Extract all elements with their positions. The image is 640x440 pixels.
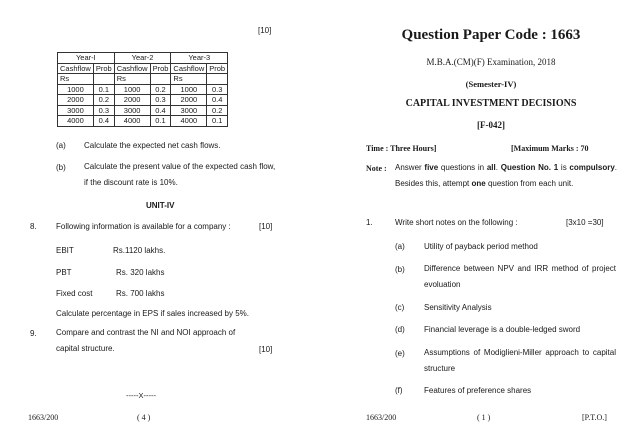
- q8-number: 8.: [30, 222, 37, 231]
- table-cell: 1000: [171, 84, 207, 95]
- q9-marks: [10]: [259, 345, 273, 354]
- exam-name: M.B.A.(CM)(F) Examination, 2018: [426, 57, 556, 67]
- ebit-value: Rs.1120 lakhs.: [113, 246, 166, 255]
- item-b-text: Difference between NPV and IRR method of project evoluation: [424, 264, 616, 289]
- table-cell: 0.2: [93, 95, 114, 106]
- footer-pto: [P.T.O.]: [582, 413, 607, 422]
- pbt-label: PBT: [56, 268, 72, 277]
- table-cell: 0.3: [93, 105, 114, 116]
- q1-number: 1.: [366, 218, 373, 227]
- item-a-label: (a): [395, 242, 405, 251]
- q1-text: Write short notes on the following :: [395, 218, 518, 227]
- table-subheader-cell: Cashflow: [171, 63, 207, 74]
- table-cell: 3000: [114, 105, 150, 116]
- item-d-label: (d): [395, 325, 405, 334]
- table-cell: 4000: [114, 116, 150, 127]
- fixed-cost-value: Rs. 700 lakhs: [116, 289, 165, 298]
- item-f-text: Features of preference shares: [424, 386, 532, 395]
- table-cell: 0.3: [150, 95, 171, 106]
- table-cell: 0.4: [207, 95, 228, 106]
- table-cell: 2000: [171, 95, 207, 106]
- unit-cell: Rs: [171, 74, 207, 85]
- table-cell: 0.1: [150, 116, 171, 127]
- ebit-label: EBIT: [56, 246, 74, 255]
- pbt-value: Rs. 320 lakhs: [116, 268, 165, 277]
- table-cell: 2000: [114, 95, 150, 106]
- q8-instruction: Calculate percentage in EPS if sales increased by 5%.: [56, 309, 249, 318]
- table-cell: 0.1: [93, 84, 114, 95]
- item-b-label: (b): [395, 265, 405, 274]
- table-cell: 0.4: [93, 116, 114, 127]
- table-cell: 0.2: [207, 105, 228, 116]
- year-1-header: Year-I: [58, 53, 115, 64]
- unit-cell: Rs: [58, 74, 94, 85]
- q8-text: Following information is available for a company :: [56, 222, 231, 231]
- item-f-label: (f): [395, 386, 403, 395]
- unit-heading: UNIT-IV: [146, 201, 175, 210]
- item-a-text: Utility of payback period method: [424, 242, 538, 251]
- table-header-years: [58, 53, 228, 64]
- table-cell: 1000: [114, 84, 150, 95]
- end-mark: -----X-----: [126, 391, 156, 400]
- footer-code: 1663/200: [28, 413, 59, 422]
- table-cell: 3000: [171, 105, 207, 116]
- q7b-text: Calculate the present value of the expected cash flow, if the discount rate is 10%.: [84, 162, 276, 187]
- year-3-header: Year-3: [171, 53, 228, 64]
- paper-title: Question Paper Code : 1663: [401, 27, 581, 43]
- cashflow-table: [57, 52, 228, 127]
- item-c-text: Sensitivity Analysis: [424, 303, 492, 312]
- table-cell: 0.2: [150, 84, 171, 95]
- table-row: [58, 84, 228, 95]
- year-2-header: Year-2: [114, 53, 171, 64]
- table-unit-row: [58, 74, 228, 85]
- subject-code: [F-042]: [477, 120, 505, 130]
- semester: (Semester-IV): [465, 79, 517, 89]
- footer-code: 1663/200: [366, 413, 397, 422]
- fixed-cost-label: Fixed cost: [56, 289, 93, 298]
- table-subheader-cell: Prob: [93, 63, 114, 74]
- footer-page-number: ( 1 ): [477, 413, 491, 422]
- table-subheader-cell: Prob: [150, 63, 171, 74]
- table-row: [58, 116, 228, 127]
- footer-page-number: ( 4 ): [137, 413, 151, 422]
- table-row: [58, 95, 228, 106]
- time-label: Time : Three Hours]: [366, 144, 437, 153]
- table-cell: 2000: [58, 95, 94, 106]
- note-text: Answer five questions in all. Question No. 1 is compulsory. Besides this, attempt one question from each unit.: [395, 163, 617, 188]
- q8-marks: [10]: [259, 222, 273, 231]
- table-cell: 0.3: [207, 84, 228, 95]
- table-cell: 3000: [58, 105, 94, 116]
- q1-marks: [3x10 =30]: [566, 218, 604, 227]
- q7a-label: (a): [56, 141, 66, 150]
- table-subheader-cell: Cashflow: [114, 63, 150, 74]
- note-label: Note :: [366, 164, 387, 173]
- table-subheader-cell: Cashflow: [58, 63, 94, 74]
- item-e-text: Assumptions of Modiglieni-Miller approach to capital structure: [424, 348, 616, 373]
- top-marks: [10]: [258, 26, 272, 35]
- table-row: [58, 105, 228, 116]
- table-cell: 1000: [58, 84, 94, 95]
- item-c-label: (c): [395, 303, 405, 312]
- q9-text: Compare and contrast the NI and NOI approach of capital structure.: [56, 328, 236, 353]
- q9-number: 9.: [30, 329, 37, 338]
- table-subheader-cell: Prob: [207, 63, 228, 74]
- q7a-text: Calculate the expected net cash flows.: [84, 141, 221, 150]
- item-e-label: (e): [395, 349, 405, 358]
- unit-cell: Rs: [114, 74, 150, 85]
- table-cell: 0.1: [207, 116, 228, 127]
- table-cell: 4000: [58, 116, 94, 127]
- table-cell: 4000: [171, 116, 207, 127]
- table-subheader: [58, 63, 228, 74]
- max-marks: [Maximum Marks : 70: [511, 144, 589, 153]
- item-d-text: Financial leverage is a double-ledged sword: [424, 325, 581, 334]
- q7b-label: (b): [56, 163, 66, 172]
- subject-title: CAPITAL INVESTMENT DECISIONS: [405, 98, 577, 109]
- table-cell: 0.4: [150, 105, 171, 116]
